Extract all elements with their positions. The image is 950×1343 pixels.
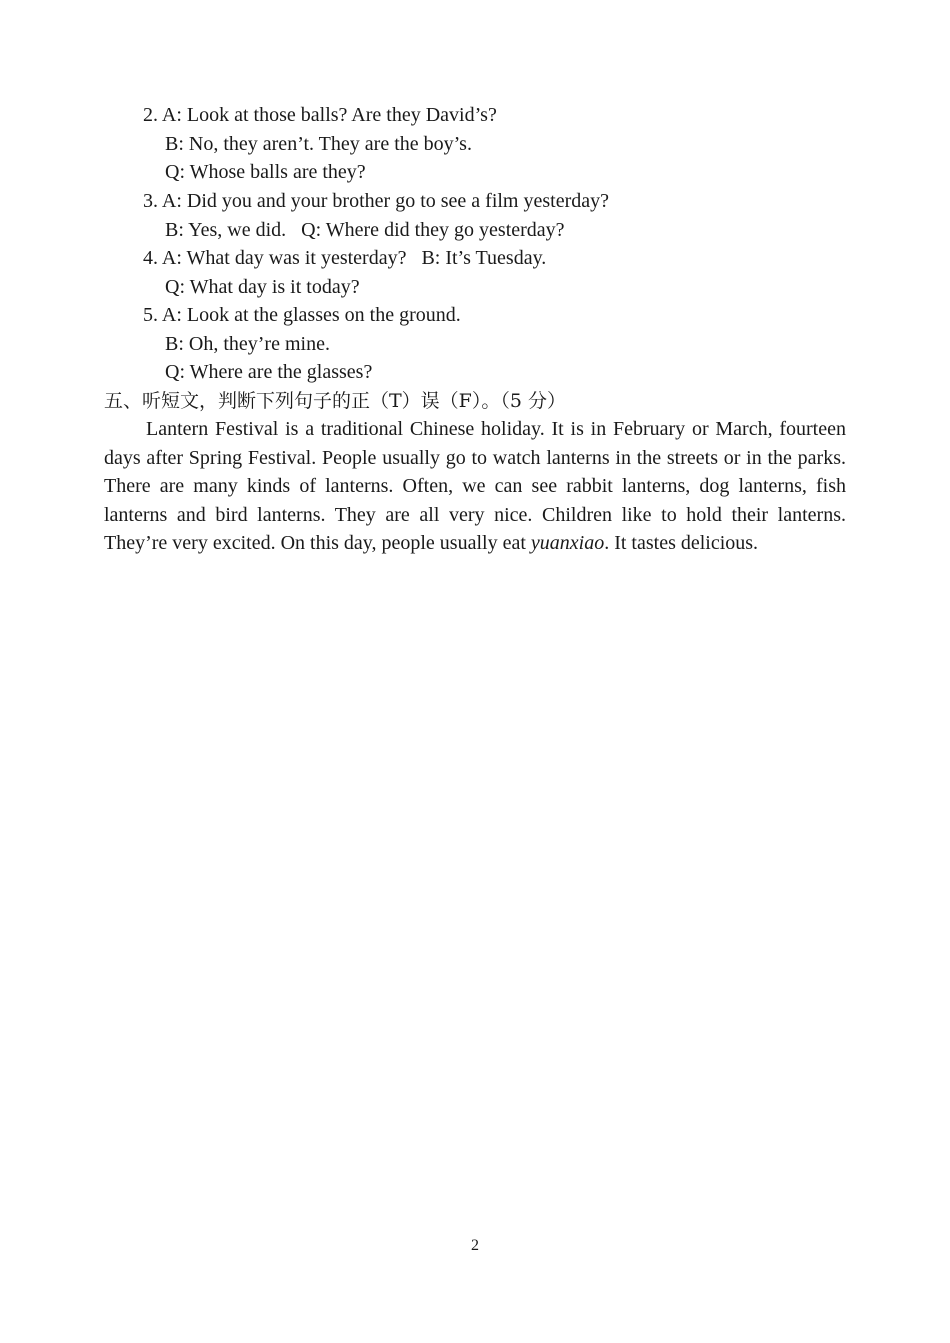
question-4-line-q: Q: What day is it today? bbox=[165, 276, 360, 298]
question-5-line-q: Q: Where are the glasses? bbox=[165, 361, 373, 383]
question-5-line-a: 5. A: Look at the glasses on the ground. bbox=[143, 304, 461, 326]
question-5-line-b: B: Oh, they’re mine. bbox=[165, 333, 330, 355]
question-3-line-b: B: Yes, we did. Q: Where did they go yesterday? bbox=[165, 219, 565, 241]
passage-text-before: Lantern Festival is a traditional Chinese holiday. It is in February or March, fourteen days after Spring Festival. People usually go to watch lanterns in the streets or in the parks. There are many kinds of lanterns. Often, we can see rabbit lanterns, dog lanterns, fish lanterns and bird lanterns. They are all very nice. Children like to hold their lanterns. They’re very excited. On this day, people usually eat bbox=[104, 418, 846, 554]
page-number: 2 bbox=[471, 1237, 479, 1254]
question-2-line-b: B: No, they aren’t. They are the boy’s. bbox=[165, 133, 472, 155]
question-3-line-a: 3. A: Did you and your brother go to see a film yesterday? bbox=[143, 190, 609, 212]
question-2-line-q: Q: Whose balls are they? bbox=[165, 161, 366, 183]
listening-passage bbox=[104, 415, 846, 558]
passage-italic-term: yuanxiao bbox=[530, 532, 605, 554]
section-heading: 五、听短文，判断下列句子的正（T）误（F）。（5 分） bbox=[104, 390, 566, 412]
question-4-line-a: 4. A: What day was it yesterday? B: It’s Tuesday. bbox=[143, 247, 547, 269]
passage-text-after: . It tastes delicious. bbox=[604, 532, 759, 554]
question-2-line-a: 2. A: Look at those balls? Are they David’s? bbox=[143, 104, 497, 126]
